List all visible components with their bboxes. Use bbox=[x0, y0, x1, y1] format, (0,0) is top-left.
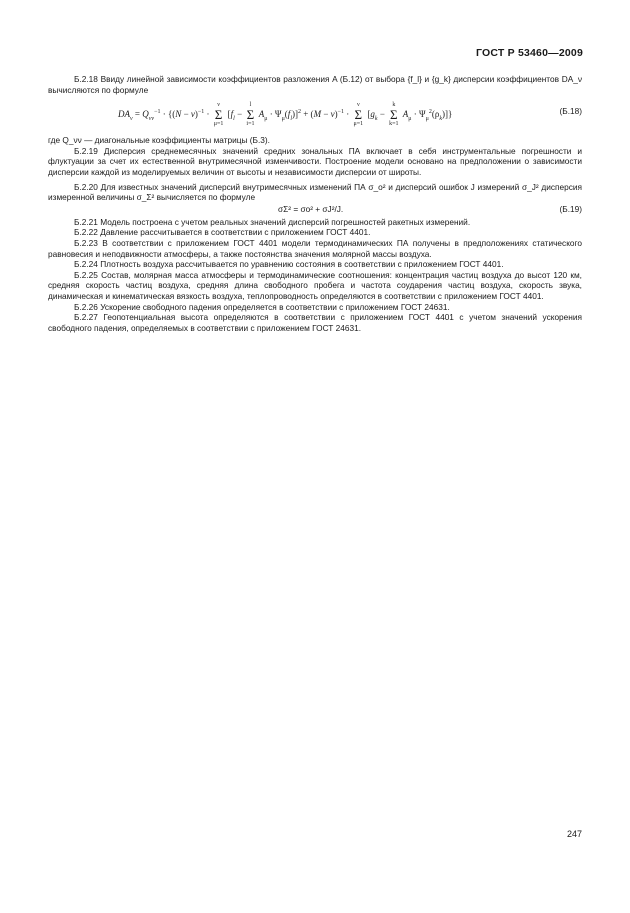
paragraph-b222: Б.2.22 Давление рассчитывается в соответствии с приложением ГОСТ 4401. bbox=[74, 227, 371, 238]
paragraph-b223: Б.2.23 В соответствии с приложением ГОСТ 4401 модели термодинамических ПА получены в предположениях статического равновесия и неподвижности атмосферы, а также постоянства значения молярной массы воздуха. bbox=[48, 237, 582, 259]
formula-b18-expression: $DA_\nu = Q_{\nu\nu}^{-1} \cdot \{(N - \nu)^{-1} \cdot \nu$ Σ μ=1 [$f_l - l$ Σ i=1 $A_\mu \cdot \Psi_\mu(f_l)]^2 + (M - \nu)^{-1} \cdot \nu$ Σ μ=1 [$g_k - k$ Σ k=1 $A_\mu \cdot \Psi_\mu^2(\rho_k)$]} bbox=[118, 102, 453, 128]
page-number: 247 bbox=[566, 829, 582, 839]
paragraph-b220: Б.2.20 Для известных значений дисперсий внутримесячных изменений ПА σ_o² и дисперсий ошибок J измерений σ_J² дисперсия измеренной величины σ_Σ² вычисляется по формуле bbox=[48, 181, 582, 203]
paragraph-b225: Б.2.25 Состав, молярная масса атмосферы и термодинамические соотношения: концентрация частиц воздуха до высот 120 км, средняя скорость частиц воздуха, средняя длина свободного пробега и частота соударения частиц воздуха, скорость звука, динамическая и кинематическая вязкость воздуха, теплопроводность определяются в соответствии с приложением ГОСТ 4401. bbox=[48, 269, 582, 301]
document-header: ГОСТ Р 53460—2009 bbox=[475, 47, 583, 59]
body-text bbox=[48, 74, 582, 333]
paragraph-b219: Б.2.19 Дисперсия среднемесячных значений средних зональных ПА включает в себя инструментальные погрешности и флуктуации за счет их естественной внутримесячной изменчивости. Построение модели основано на предположении о зависимости дисперсии каждой из моделируемых величин от высоты и независимости дисперсии от широты. bbox=[48, 145, 582, 177]
formula-b18 bbox=[48, 95, 582, 135]
formula-b19-number: (Б.19) bbox=[559, 203, 582, 214]
formula-b18-number: (Б.18) bbox=[559, 106, 582, 117]
formula-b19-expression: σΣ² = σo² + σJ²/J. bbox=[278, 203, 344, 214]
paragraph-where-b18: где Q_νν — диагональные коэффициенты матрицы (Б.3). bbox=[48, 135, 270, 146]
paragraph-b218: Б.2.18 Ввиду линейной зависимости коэффициентов разложения A (Б.12) от выбора {f_l} и {g_k} дисперсии коэффициентов DA_ν вычисляются по формуле bbox=[48, 74, 582, 95]
formula-b19 bbox=[48, 203, 582, 217]
paragraph-b226: Б.2.26 Ускорение свободного падения определяется в соответствии с приложением ГОСТ 24631. bbox=[74, 301, 450, 312]
paragraph-b221: Б.2.21 Модель построена с учетом реальных значений дисперсий погрешностей ракетных измерений. bbox=[74, 216, 471, 227]
paragraph-b227: Б.2.27 Геопотенциальная высота определяются в соответствии с приложением ГОСТ 4401 с учетом значений ускорения свободного падения, определяемых в соответствии с приложением ГОСТ 24631. bbox=[48, 312, 582, 333]
paragraph-b224: Б.2.24 Плотность воздуха рассчитывается по уравнению состояния в соответствии с приложением ГОСТ 4401. bbox=[74, 259, 504, 270]
